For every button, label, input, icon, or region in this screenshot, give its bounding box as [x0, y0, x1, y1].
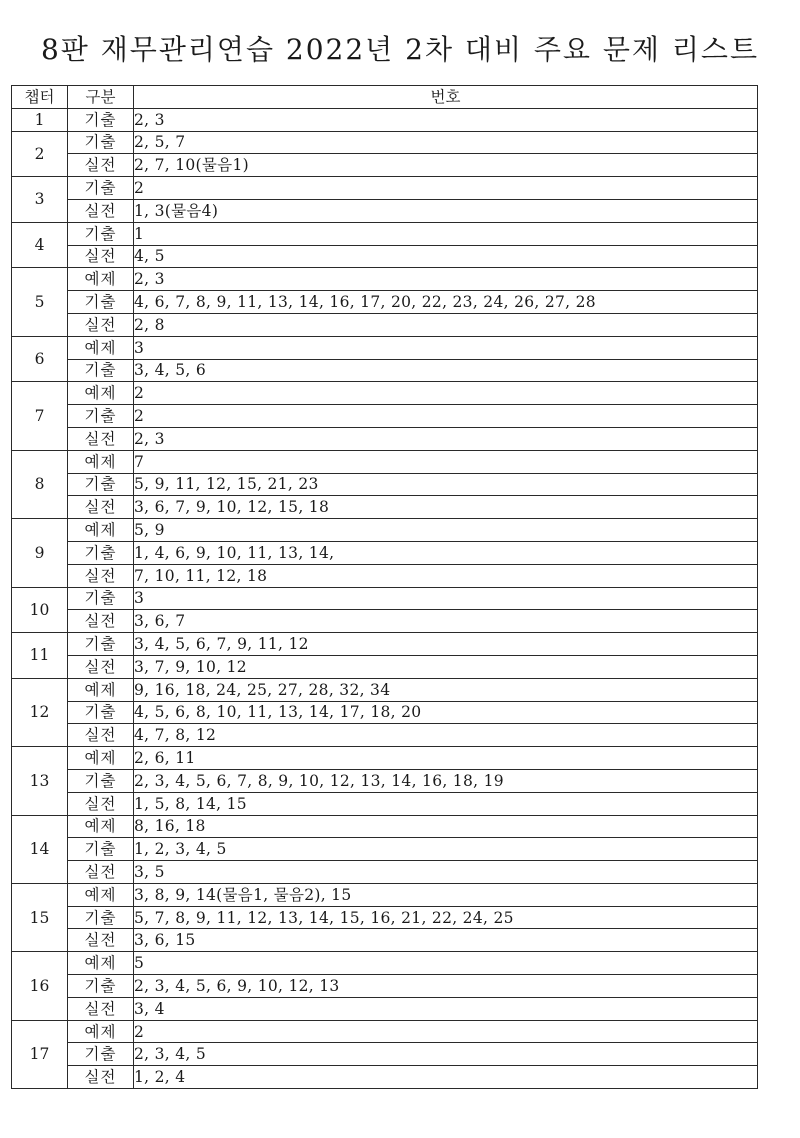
problem-type: 실전	[68, 564, 134, 587]
problem-type: 기출	[68, 838, 134, 861]
problem-type: 기출	[68, 177, 134, 200]
chapter-number: 13	[12, 747, 68, 815]
problem-type: 실전	[68, 861, 134, 884]
problem-type: 예제	[68, 1020, 134, 1043]
problem-numbers: 2, 3, 4, 5	[134, 1043, 758, 1066]
table-row	[12, 245, 758, 268]
table-row	[12, 199, 758, 222]
problem-numbers: 4, 5, 6, 8, 10, 11, 13, 14, 17, 18, 20	[134, 701, 758, 724]
chapter-number: 11	[12, 633, 68, 679]
table-row	[12, 1020, 758, 1043]
problem-numbers: 3, 8, 9, 14(물음1, 물음2), 15	[134, 883, 758, 906]
table-row	[12, 610, 758, 633]
problem-type: 실전	[68, 724, 134, 747]
problem-numbers: 9, 16, 18, 24, 25, 27, 28, 32, 34	[134, 678, 758, 701]
table-row	[12, 473, 758, 496]
problem-numbers: 2	[134, 382, 758, 405]
chapter-number: 7	[12, 382, 68, 450]
problem-type: 기출	[68, 906, 134, 929]
problem-numbers: 1, 2, 3, 4, 5	[134, 838, 758, 861]
table-row	[12, 564, 758, 587]
problem-type: 실전	[68, 792, 134, 815]
problem-numbers: 1	[134, 222, 758, 245]
problem-type: 기출	[68, 975, 134, 998]
problem-numbers: 3	[134, 336, 758, 359]
problem-numbers: 2, 5, 7	[134, 131, 758, 154]
problem-numbers: 5, 9	[134, 519, 758, 542]
table-row	[12, 701, 758, 724]
table-row	[12, 861, 758, 884]
problem-type: 실전	[68, 997, 134, 1020]
header-row	[12, 86, 758, 109]
table-row	[12, 747, 758, 770]
problem-numbers: 3, 6, 7	[134, 610, 758, 633]
table-row	[12, 519, 758, 542]
header-chapter: 챕터	[12, 86, 68, 109]
problem-type: 실전	[68, 1066, 134, 1089]
problem-type: 예제	[68, 678, 134, 701]
problem-numbers: 7, 10, 11, 12, 18	[134, 564, 758, 587]
problem-numbers: 2, 3	[134, 108, 758, 131]
table-row	[12, 952, 758, 975]
table-row	[12, 792, 758, 815]
table-row	[12, 336, 758, 359]
problem-type: 예제	[68, 450, 134, 473]
problem-numbers: 5, 7, 8, 9, 11, 12, 13, 14, 15, 16, 21, 22, 24, 25	[134, 906, 758, 929]
table-row	[12, 496, 758, 519]
chapter-number: 14	[12, 815, 68, 883]
chapter-number: 1	[12, 108, 68, 131]
header-numbers: 번호	[134, 86, 758, 109]
table-row	[12, 359, 758, 382]
table-row	[12, 222, 758, 245]
problem-numbers: 2, 6, 11	[134, 747, 758, 770]
problem-type: 기출	[68, 405, 134, 428]
problem-type: 기출	[68, 473, 134, 496]
chapter-number: 9	[12, 519, 68, 587]
problem-numbers: 2, 3	[134, 427, 758, 450]
problem-numbers: 2, 3, 4, 5, 6, 7, 8, 9, 10, 12, 13, 14, 16, 18, 19	[134, 769, 758, 792]
problem-numbers: 2	[134, 405, 758, 428]
problem-numbers: 2, 7, 10(물음1)	[134, 154, 758, 177]
table-row	[12, 1066, 758, 1089]
problem-type: 실전	[68, 929, 134, 952]
table-row	[12, 405, 758, 428]
problem-type: 기출	[68, 359, 134, 382]
problem-type: 예제	[68, 883, 134, 906]
chapter-number: 3	[12, 177, 68, 223]
problem-type: 기출	[68, 587, 134, 610]
problem-type: 실전	[68, 610, 134, 633]
problem-type: 기출	[68, 1043, 134, 1066]
table-row	[12, 268, 758, 291]
problem-numbers: 2, 3	[134, 268, 758, 291]
problem-type: 예제	[68, 747, 134, 770]
problem-numbers: 1, 4, 6, 9, 10, 11, 13, 14,	[134, 541, 758, 564]
problem-type: 예제	[68, 952, 134, 975]
problem-type: 기출	[68, 131, 134, 154]
problem-type: 기출	[68, 701, 134, 724]
problem-numbers: 4, 5	[134, 245, 758, 268]
chapter-number: 5	[12, 268, 68, 336]
problem-type: 예제	[68, 519, 134, 542]
table-row	[12, 291, 758, 314]
table-row	[12, 450, 758, 473]
problem-type: 실전	[68, 313, 134, 336]
table-row	[12, 633, 758, 656]
problem-type: 예제	[68, 268, 134, 291]
table-row	[12, 541, 758, 564]
table-body	[12, 108, 758, 1088]
table-row	[12, 975, 758, 998]
table-row	[12, 177, 758, 200]
table-row	[12, 724, 758, 747]
table-row	[12, 678, 758, 701]
problem-numbers: 8, 16, 18	[134, 815, 758, 838]
chapter-number: 4	[12, 222, 68, 268]
problem-numbers: 5	[134, 952, 758, 975]
problem-type: 실전	[68, 245, 134, 268]
problem-type: 기출	[68, 222, 134, 245]
problem-numbers: 1, 3(물음4)	[134, 199, 758, 222]
chapter-number: 10	[12, 587, 68, 633]
table-row	[12, 997, 758, 1020]
problem-type: 실전	[68, 427, 134, 450]
problem-numbers: 3, 7, 9, 10, 12	[134, 655, 758, 678]
problem-numbers: 3	[134, 587, 758, 610]
header-type: 구분	[68, 86, 134, 109]
table-row	[12, 427, 758, 450]
table-row	[12, 883, 758, 906]
chapter-number: 17	[12, 1020, 68, 1088]
problem-numbers: 3, 4	[134, 997, 758, 1020]
chapter-number: 16	[12, 952, 68, 1020]
problem-numbers: 1, 5, 8, 14, 15	[134, 792, 758, 815]
problem-type: 실전	[68, 199, 134, 222]
problem-type: 예제	[68, 382, 134, 405]
problem-numbers: 2	[134, 177, 758, 200]
problem-type: 기출	[68, 108, 134, 131]
chapter-number: 6	[12, 336, 68, 382]
table-row	[12, 1043, 758, 1066]
problem-type: 예제	[68, 815, 134, 838]
problem-type: 기출	[68, 633, 134, 656]
problem-type: 기출	[68, 541, 134, 564]
problem-numbers: 2, 3, 4, 5, 6, 9, 10, 12, 13	[134, 975, 758, 998]
chapter-number: 12	[12, 678, 68, 746]
table-row	[12, 154, 758, 177]
problem-numbers: 3, 6, 15	[134, 929, 758, 952]
problem-numbers: 1, 2, 4	[134, 1066, 758, 1089]
table-row	[12, 587, 758, 610]
table-row	[12, 815, 758, 838]
problem-numbers: 3, 4, 5, 6, 7, 9, 11, 12	[134, 633, 758, 656]
table-row	[12, 131, 758, 154]
table-row	[12, 838, 758, 861]
problem-numbers: 2, 8	[134, 313, 758, 336]
chapter-number: 2	[12, 131, 68, 177]
problem-numbers: 3, 5	[134, 861, 758, 884]
problem-numbers: 4, 7, 8, 12	[134, 724, 758, 747]
table-row	[12, 382, 758, 405]
problem-type: 예제	[68, 336, 134, 359]
problem-type: 기출	[68, 291, 134, 314]
problem-type: 기출	[68, 769, 134, 792]
chapter-number: 8	[12, 450, 68, 518]
table-row	[12, 769, 758, 792]
table-row	[12, 108, 758, 131]
table-row	[12, 929, 758, 952]
chapter-number: 15	[12, 883, 68, 951]
problem-numbers: 4, 6, 7, 8, 9, 11, 13, 14, 16, 17, 20, 22, 23, 24, 26, 27, 28	[134, 291, 758, 314]
problem-numbers: 5, 9, 11, 12, 15, 21, 23	[134, 473, 758, 496]
problem-numbers: 3, 6, 7, 9, 10, 12, 15, 18	[134, 496, 758, 519]
table-row	[12, 655, 758, 678]
problem-list-table	[11, 85, 758, 1089]
problem-numbers: 2	[134, 1020, 758, 1043]
problem-type: 실전	[68, 655, 134, 678]
table-row	[12, 313, 758, 336]
table-row	[12, 906, 758, 929]
page-title: 8판 재무관리연습 2022년 2차 대비 주요 문제 리스트	[40, 33, 760, 66]
problem-type: 실전	[68, 154, 134, 177]
problem-numbers: 3, 4, 5, 6	[134, 359, 758, 382]
problem-type: 실전	[68, 496, 134, 519]
problem-numbers: 7	[134, 450, 758, 473]
